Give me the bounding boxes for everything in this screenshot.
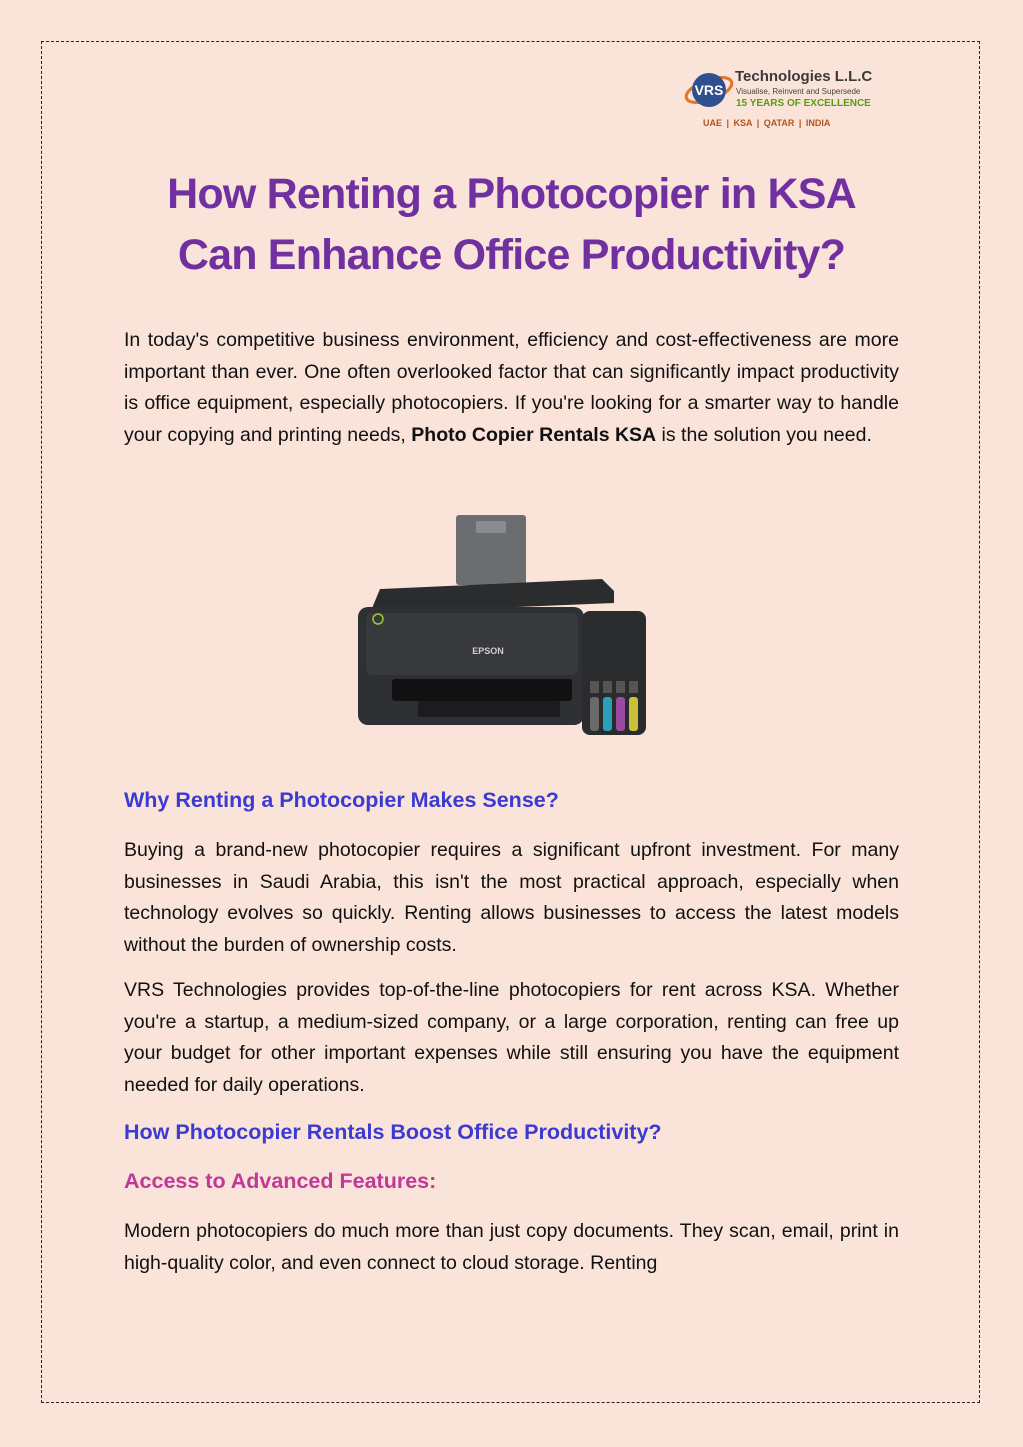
- years-badge: 15 YEARS OF EXCELLENCE: [736, 98, 871, 109]
- section-heading-why-rent: Why Renting a Photocopier Makes Sense?: [124, 788, 559, 812]
- section-heading-productivity: How Photocopier Rentals Boost Office Productivity?: [124, 1120, 662, 1144]
- printer-icon: [352, 511, 652, 741]
- intro-paragraph: [124, 325, 899, 451]
- intro-text-end: is the solution you need.: [656, 423, 872, 446]
- logo-mark: VRS: [694, 82, 724, 98]
- vrs-logo-icon: [683, 66, 735, 114]
- section1-paragraph-1: Buying a brand-new photocopier requires a significant upfront investment. For many businesses in Saudi Arabia, this isn't the most practical approach, especially when technology evolves so quickly. Renting allows businesses to access the latest models without the burden of ownership costs.: [124, 839, 899, 956]
- intro-text: In today's competitive business environment, efficiency and cost-effectiveness are more important than ever. One often overlooked factor that can significantly impact productivity is office equipment, especially photocopiers. If you're looking for a smarter way to handle your copying and printing needs,: [124, 329, 899, 446]
- subheading-advanced-features: Access to Advanced Features:: [124, 1169, 437, 1193]
- title-line-2: Can Enhance Office Productivity?: [177, 231, 846, 279]
- regions-list: UAE | KSA | QATAR | INDIA: [703, 118, 831, 128]
- intro-bold-link-text: Photo Copier Rentals KSA: [411, 423, 657, 446]
- section1-paragraph-2: VRS Technologies provides top-of-the-line photocopiers for rent across KSA. Whether you're a startup, a medium-sized company, or a large corporation, renting can free up your budget for other important expenses while still ensuring you have the equipment needed for daily operations.: [124, 979, 899, 1096]
- company-logo: [683, 66, 898, 132]
- company-name: Technologies L.L.C: [735, 68, 873, 85]
- section2-paragraph-1: Modern photocopiers do much more than just copy documents. They scan, email, print in high-quality color, and even connect to cloud storage. Renting: [124, 1220, 899, 1274]
- company-tagline: Visualise, Reinvent and Supersede: [736, 87, 861, 96]
- printer-image: [352, 511, 652, 741]
- page-title: [80, 164, 943, 286]
- title-line-1: How Renting a Photocopier in KSA: [167, 170, 856, 218]
- printer-brand-label: EPSON: [472, 646, 504, 656]
